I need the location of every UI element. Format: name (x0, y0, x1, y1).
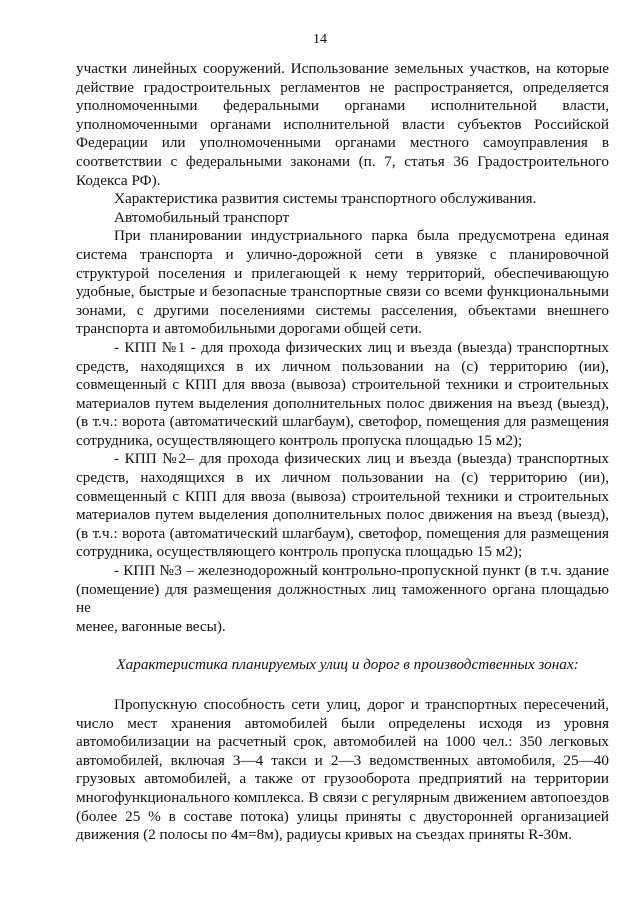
text-line: При планировании индустриального парка была предусмотрена единая (114, 227, 609, 245)
text-line: (более 25 % в составе потока) улицы приняты с двусторонней организацией (76, 807, 609, 825)
text-line: участки линейных сооружений. Использование земельных участков, на которые (76, 60, 609, 77)
text-line: средств, находящихся в их личном пользовании на (с) территорию (ии), (76, 357, 609, 375)
text-line: уполномоченными федеральными органами исполнительной власти, (76, 97, 609, 115)
text-line: сотрудника, осуществляющего контроль пропуска площадью 15 м2); (76, 431, 523, 449)
text-line: соответствии с федеральными законами (п. 7, статья 36 Градостроительного (76, 152, 609, 170)
text-line: менее, вагонные весы). (76, 617, 226, 635)
text-line: (помещение) для размещения должностных лиц таможенного органа площадью не (76, 580, 609, 617)
text-line: (в т.ч.: ворота (автоматический шлагбаум), светофор, помещения для размещения (76, 524, 609, 542)
text-line: материалов путем выделения дополнительных полос движения на въезд (выезд), (76, 506, 609, 524)
text-line: Пропускную способность сети улиц, дорог и транспортных пересечений, (114, 696, 609, 713)
kpp2-paragraph (76, 450, 609, 562)
auto-transport-heading: Автомобильный транспорт (114, 208, 290, 226)
text-line: многофункционального комплекса. В связи с регулярным движением автопоездов (76, 788, 609, 806)
text-line: Кодекса РФ). (76, 171, 161, 189)
text-line: материалов путем выделения дополнительных полос движения на въезд (выезд), (76, 394, 609, 412)
text-line: транспорта и автомобильными дорогами общей сети. (76, 320, 423, 338)
text-line: Федерации или уполномоченными органами местного самоуправления в (76, 134, 609, 152)
land-use-paragraph (76, 60, 609, 190)
planning-paragraph (76, 227, 609, 339)
text-line: сотрудника, осуществляющего контроль пропуска площадью 15 м2); (76, 543, 523, 561)
text-line: - КПП №2– для прохода физических лиц и въезда (выезда) транспортных (114, 450, 609, 468)
text-line: автомобилей, включая 3—4 такси и 2—3 ведомственных автомобиля, 25—40 (76, 751, 609, 769)
text-line: действие градостроительных регламентов не распространяется, определяется (76, 78, 609, 96)
text-line: структурой поселения и прилегающей к нему территорий, обеспечивающую (76, 264, 609, 282)
section-title: Характеристика планируемых улиц и дорог в производственных зонах: (116, 656, 579, 674)
text-line: - КПП №1 - для прохода физических лиц и въезда (выезда) транспортных (114, 338, 609, 356)
text-line: средств, находящихся в их личном пользовании на (с) территорию (ии), (76, 469, 609, 487)
text-line: движения (2 полосы по 4м=8м), радиусы кривых на съездах приняты R-30м. (76, 826, 573, 844)
transport-heading: Характеристика развития системы транспортного обслуживания. (114, 190, 537, 208)
text-line: число мест хранения автомобилей были определены исходя из уровня (76, 714, 609, 732)
capacity-paragraph (76, 696, 609, 845)
body-text (76, 60, 609, 845)
text-line: удобные, быстрые и безопасные транспортные связи со всеми функциональными (76, 283, 609, 301)
text-line: грузовых автомобилей, а также от грузооборота предприятий на территории (76, 770, 609, 788)
text-line: зонами, с другими поселениями системы расселения, объектами внешнего (76, 301, 609, 319)
text-line: - КПП №3 – железнодорожный контрольно-пропускной пункт (в т.ч. здание (114, 562, 609, 580)
text-line: (в т.ч.: ворота (автоматический шлагбаум), светофор, помещения для размещения (76, 413, 609, 431)
text-line: уполномоченными органами исполнительной власти субъектов Российской (76, 115, 609, 133)
kpp1-paragraph (76, 339, 609, 451)
kpp3-paragraph (76, 562, 609, 636)
page-number: 14 (313, 32, 327, 47)
text-line: совмещенный с КПП для ввоза (вывоза) строительной техники и строительных (76, 487, 609, 505)
text-line: автомобилизации на расчетный срок, автомобилей на 1000 чел.: 350 легковых (76, 733, 609, 751)
text-line: совмещенный с КПП для ввоза (вывоза) строительной техники и строительных (76, 376, 609, 394)
text-line: система транспорта и улично-дорожной сети в увязке с планировочной (76, 245, 609, 263)
